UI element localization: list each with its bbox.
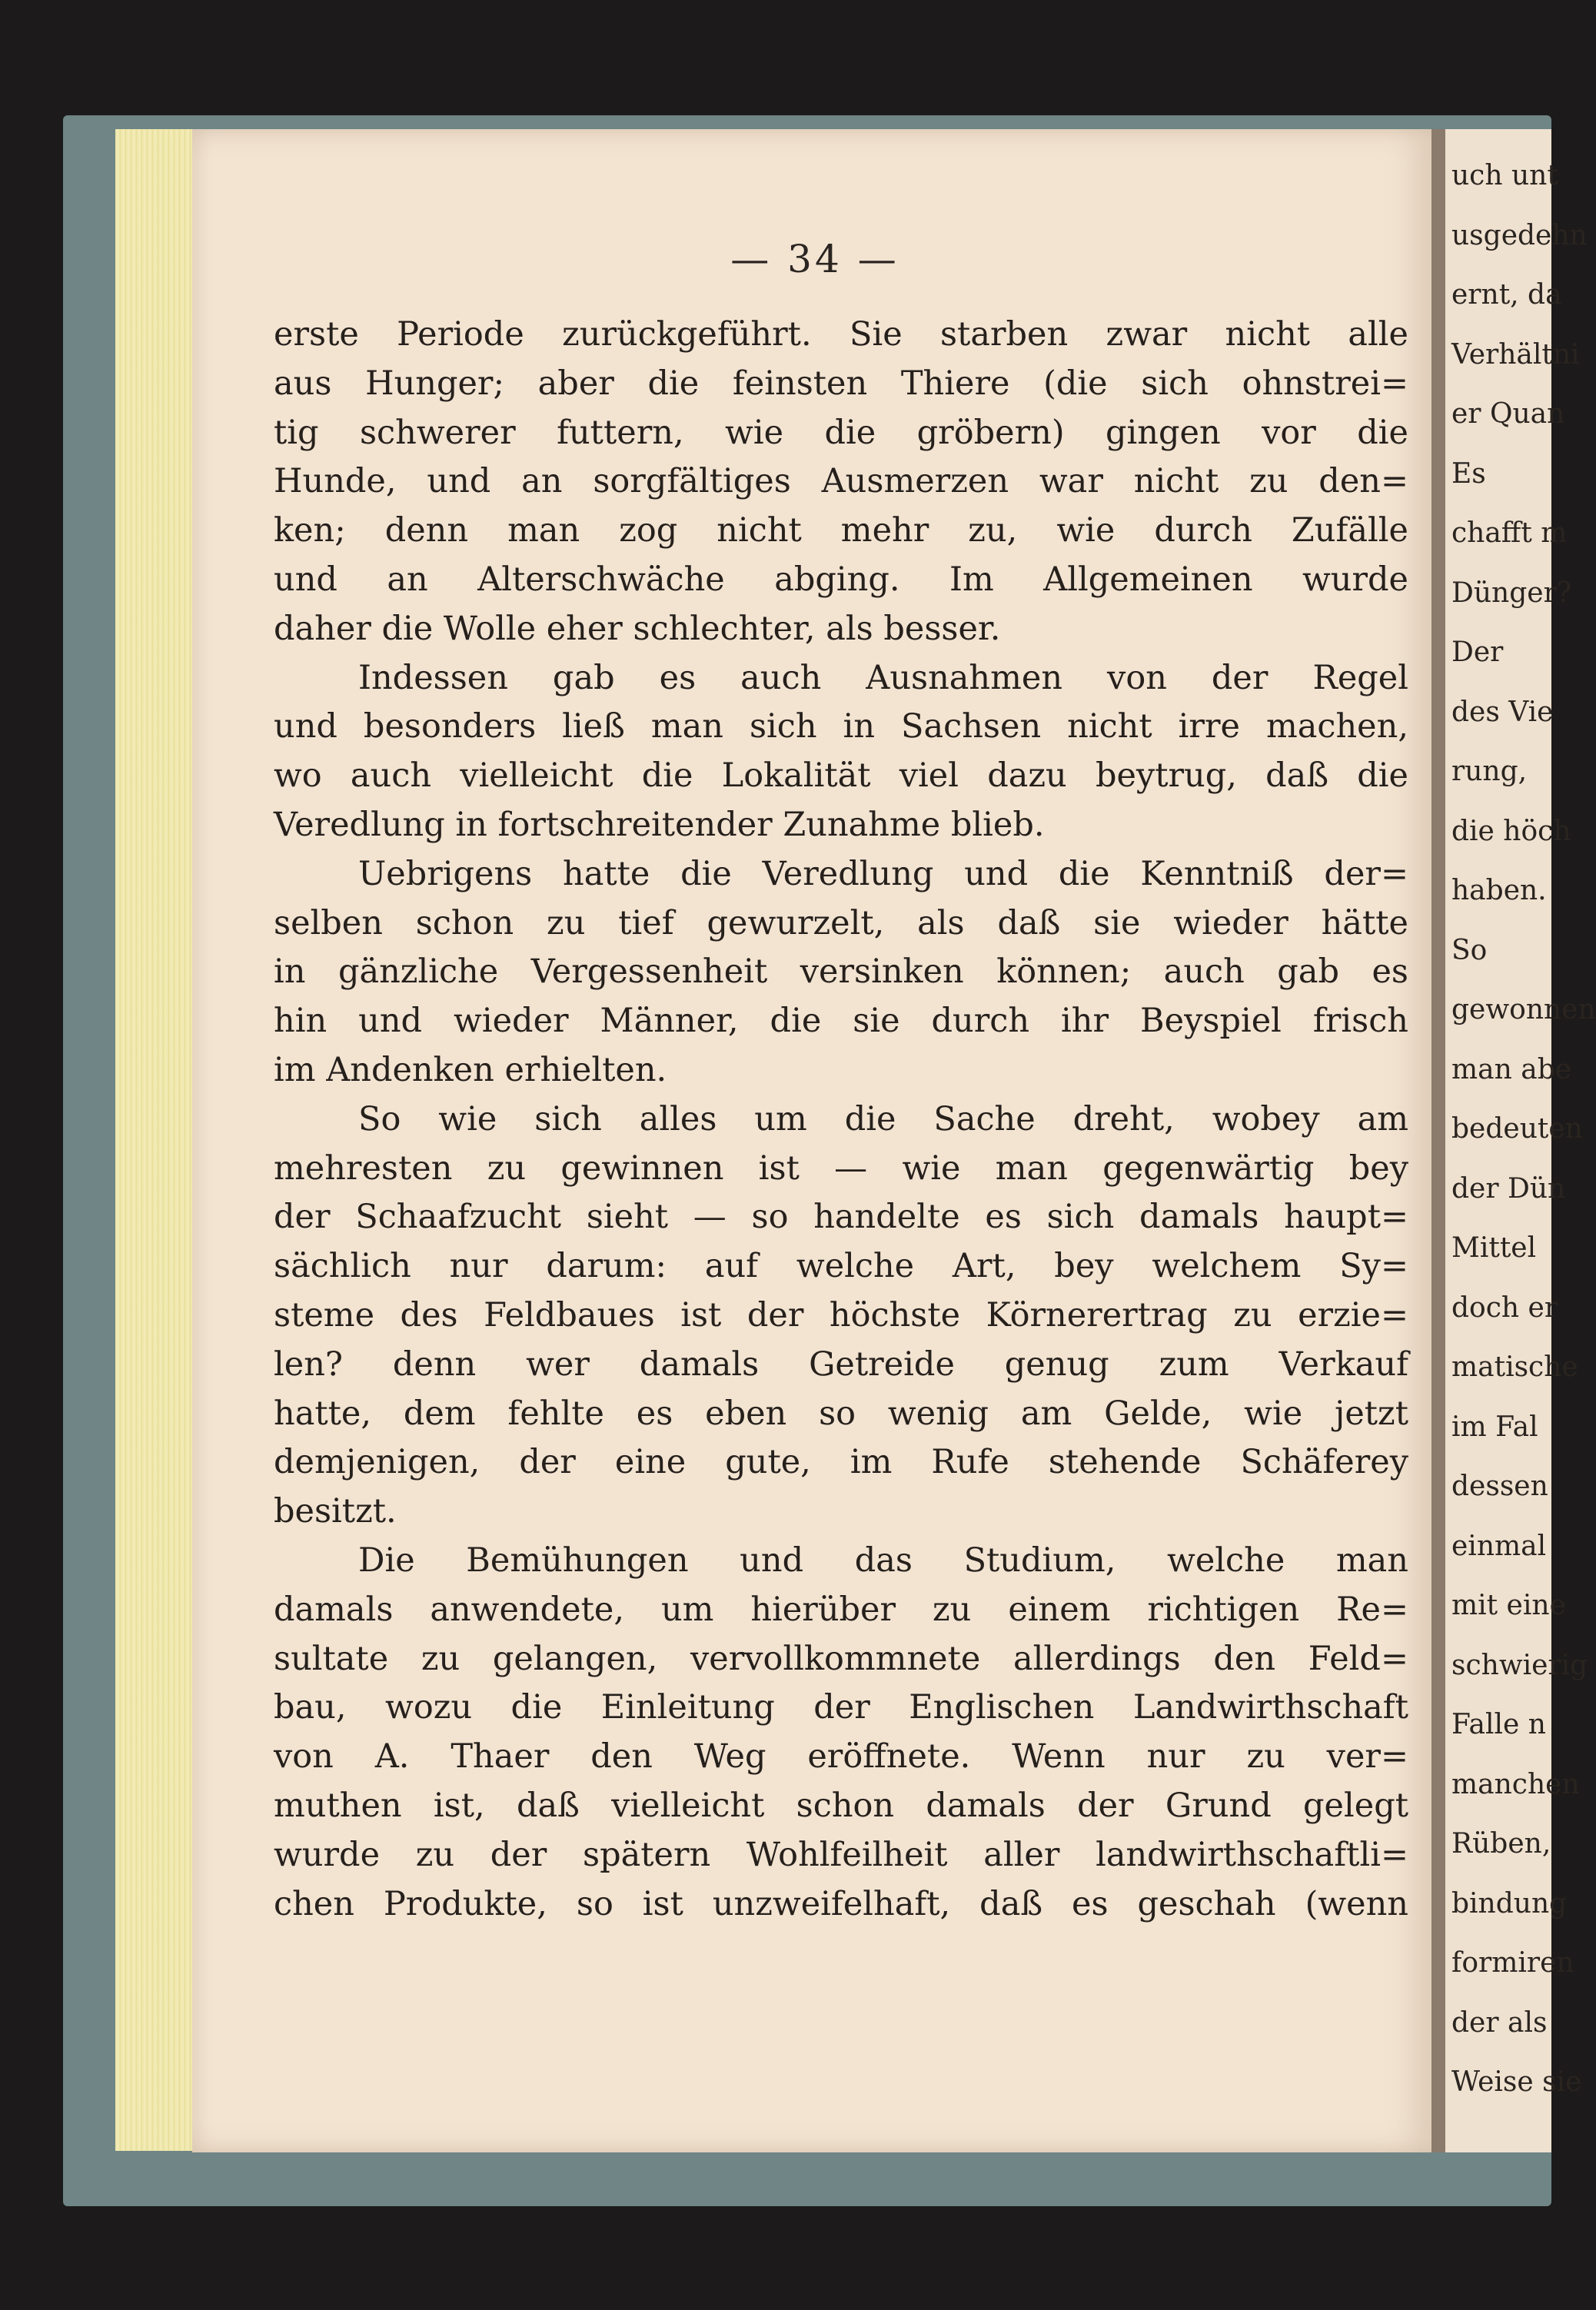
text-line: len? denn wer damals Getreide genug zum Verkauf	[274, 1345, 1408, 1384]
text-line: hatte, dem fehlte es eben so wenig am Gelde, wie jetzt	[274, 1394, 1408, 1433]
text-line: steme des Feldbaues ist der höchste Körnerertrag zu erzie=	[274, 1296, 1408, 1334]
next-page-fragment: formiren	[1451, 1947, 1574, 1979]
next-page-fragment: Dünger?	[1451, 577, 1572, 609]
next-page-fragment: dessen	[1451, 1471, 1548, 1502]
next-page-fragment: schwierig	[1451, 1650, 1588, 1681]
next-page-fragment: Verhältni	[1451, 339, 1580, 371]
text-line: in gänzliche Vergessenheit versinken können; auch gab es	[274, 952, 1408, 991]
text-line: hin und wieder Männer, die sie durch ihr Beyspiel frisch	[274, 1002, 1408, 1040]
next-page-fragment: Es	[1451, 458, 1486, 490]
text-line: Indessen gab es auch Ausnahmen von der Regel	[358, 659, 1408, 697]
next-page-fragment: bindung	[1451, 1888, 1568, 1919]
text-line: der Schaafzucht sieht — so handelte es sich damals haupt=	[274, 1198, 1408, 1236]
text-line: Uebrigens hatte die Veredlung und die Kenntniß der=	[358, 855, 1408, 893]
text-line: wo auch vielleicht die Lokalität viel dazu beytrug, daß die	[274, 756, 1408, 795]
next-page-fragment: mit eine	[1451, 1590, 1566, 1621]
text-line: sächlich nur darum: auf welche Art, bey welchem Sy=	[274, 1247, 1408, 1285]
next-page-fragment: der als	[1451, 2007, 1548, 2039]
text-line: erste Periode zurückgeführt. Sie starben zwar nicht alle	[274, 315, 1408, 354]
text-line: So wie sich alles um die Sache dreht, wobey am	[358, 1100, 1408, 1138]
next-page-fragment: bedeuten	[1451, 1113, 1583, 1145]
next-page-fragment: manchen	[1451, 1769, 1580, 1800]
next-page-fragment: ernt, da	[1451, 279, 1562, 311]
text-line: daher die Wolle eher schlechter, als besser.	[274, 610, 1001, 648]
text-line: bau, wozu die Einleitung der Englischen Landwirthschaft	[274, 1688, 1408, 1727]
text-line: und an Alterschwäche abging. Im Allgemeinen wurde	[274, 560, 1408, 599]
next-page-fragment: gewonnen	[1451, 994, 1596, 1025]
next-page-fragment: Falle n	[1451, 1709, 1546, 1740]
text-line: von A. Thaer den Weg eröffnete. Wenn nur zu ver=	[274, 1737, 1408, 1776]
next-page-fragment: er Quan	[1451, 398, 1565, 430]
next-page-fragment: matische	[1451, 1351, 1578, 1383]
text-line: demjenigen, der eine gute, im Rufe stehende Schäferey	[274, 1443, 1408, 1481]
text-line: aus Hunger; aber die feinsten Thiere (die sich ohnstrei=	[274, 364, 1408, 403]
next-page-fragment: man abe	[1451, 1054, 1572, 1085]
page-number: — 34 —	[730, 237, 899, 281]
text-line: wurde zu der spätern Wohlfeilheit aller landwirthschaftli=	[274, 1836, 1408, 1874]
text-line: Veredlung in fortschreitender Zunahme blieb.	[274, 806, 1045, 844]
text-line: und besonders ließ man sich in Sachsen nicht irre machen,	[274, 707, 1408, 746]
next-page-fragment: uch unt	[1451, 160, 1558, 191]
text-line: Die Bemühungen und das Studium, welche man	[358, 1541, 1408, 1580]
text-line: Hunde, und an sorgfältiges Ausmerzen war nicht zu den=	[274, 462, 1408, 500]
next-page-fragment: chafft m	[1451, 517, 1568, 549]
next-page-fragment: rung,	[1451, 756, 1528, 787]
text-line: besitzt.	[274, 1492, 397, 1531]
next-page-fragment: Rüben,	[1451, 1828, 1551, 1860]
next-page-fragment: doch er	[1451, 1292, 1558, 1324]
text-line: muthen ist, daß vielleicht schon damals der Grund gelegt	[274, 1787, 1408, 1825]
next-page-fragment: haben.	[1451, 875, 1547, 906]
text-line: ken; denn man zog nicht mehr zu, wie durch Zufälle	[274, 511, 1408, 550]
next-page-fragment: Mittel	[1451, 1232, 1537, 1264]
text-line: im Andenken erhielten.	[274, 1051, 667, 1089]
next-page-fragment: im Fal	[1451, 1411, 1538, 1443]
next-page-fragment: die höch	[1451, 816, 1571, 847]
next-page-fragment: Weise sie	[1451, 2066, 1582, 2098]
text-line: selben schon zu tief gewurzelt, als daß sie wieder hätte	[274, 904, 1408, 942]
next-page-fragment: des Vie	[1451, 696, 1554, 728]
text-line: sultate zu gelangen, vervollkommnete allerdings den Feld=	[274, 1640, 1408, 1678]
next-page-fragment: Der	[1451, 636, 1504, 668]
next-page-fragment: der Dün	[1451, 1173, 1566, 1205]
text-line: mehresten zu gewinnen ist — wie man gegenwärtig bey	[274, 1149, 1408, 1188]
next-page-fragment: einmal	[1451, 1531, 1547, 1562]
text-line: tig schwerer futtern, wie die gröbern) gingen vor die	[274, 414, 1408, 452]
right-page-edge	[1445, 129, 1596, 2152]
next-page-fragment: So	[1451, 935, 1488, 966]
text-line: damals anwendete, um hierüber zu einem richtigen Re=	[274, 1590, 1408, 1629]
next-page-fragment: usgedehn	[1451, 220, 1588, 251]
text-line: chen Produkte, so ist unzweifelhaft, daß es geschah (wenn	[274, 1885, 1408, 1923]
